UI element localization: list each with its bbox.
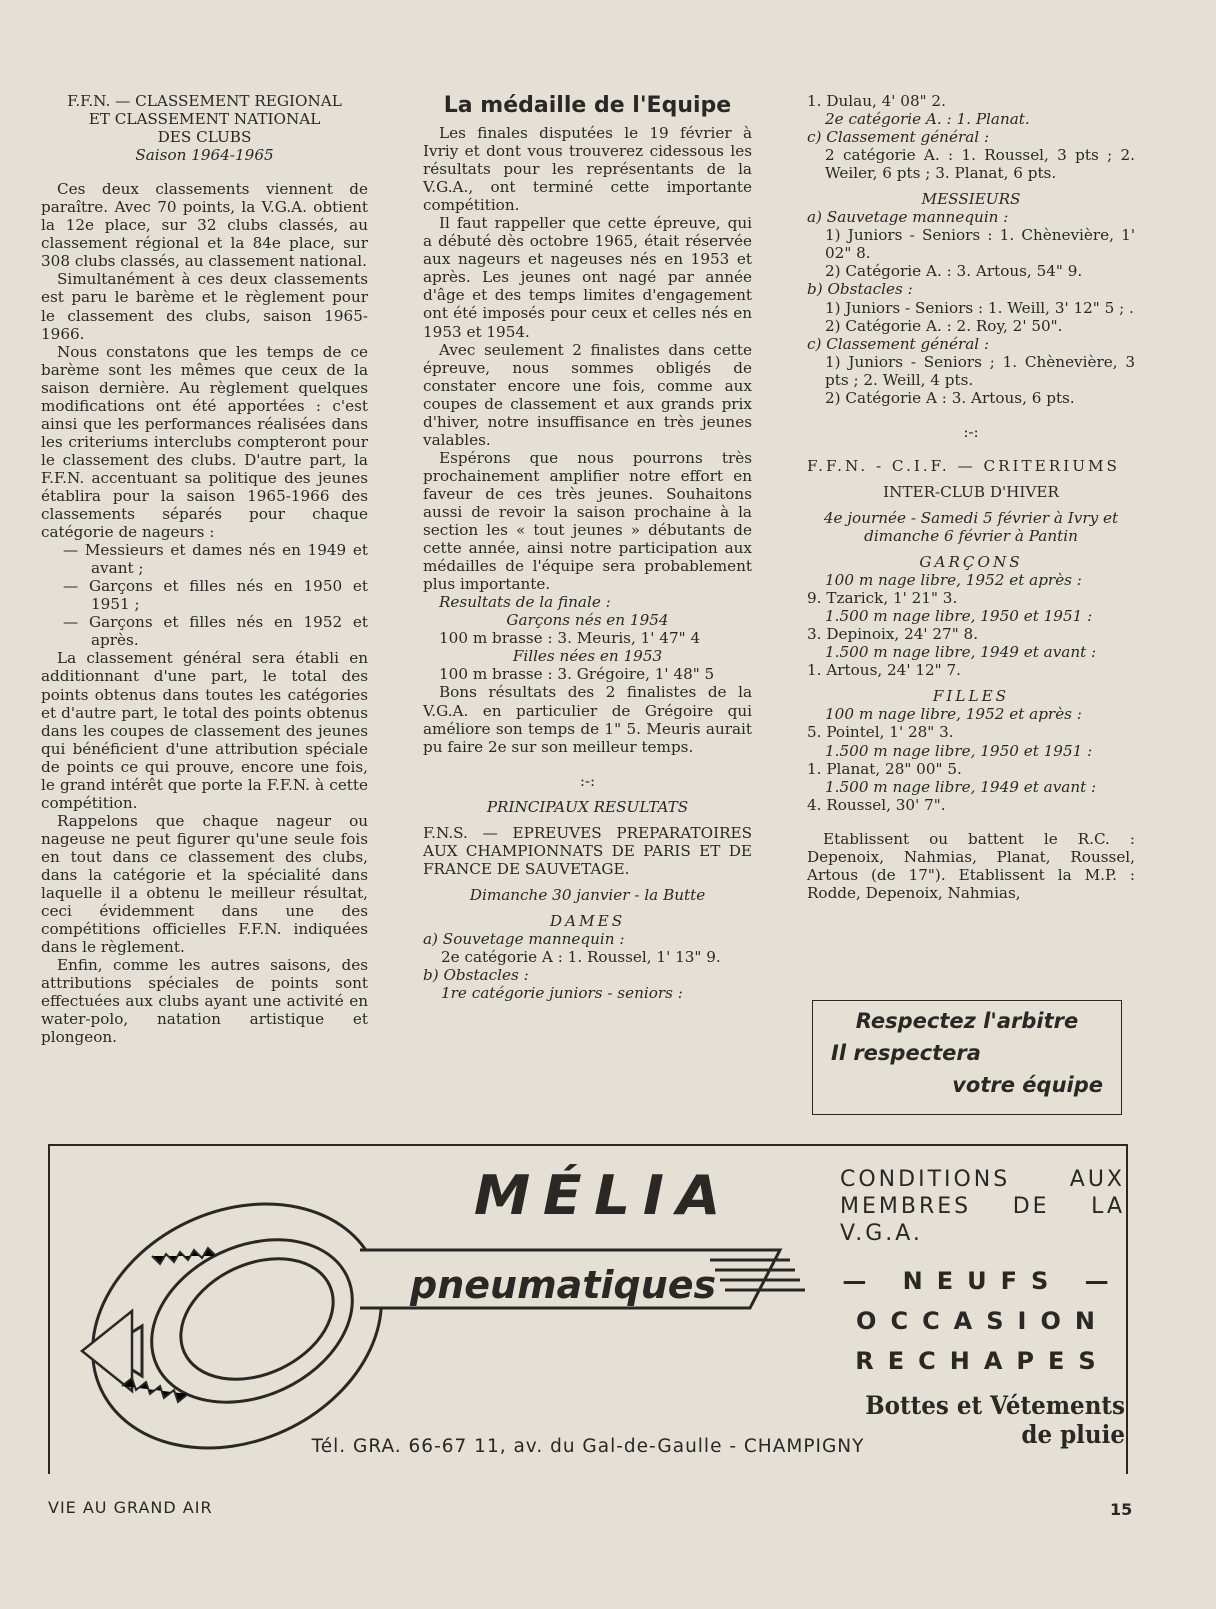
- result-line: 3. Depinoix, 24' 27" 8.: [807, 625, 979, 644]
- rain-gear: Bottes et Vétements de pluie: [865, 1391, 1125, 1449]
- result-line: a) Souvetage mannequin :: [423, 929, 625, 948]
- event-date: 4e journée - Samedi 5 février à Ivry et dimanche 6 février à Pantin: [823, 508, 1119, 545]
- event-date: Dimanche 30 janvier - la Butte: [469, 885, 706, 904]
- separator: :-:: [579, 771, 596, 790]
- result-line: 2) Catégorie A. : 2. Roy, 2' 50".: [825, 316, 1063, 335]
- results-heading: Resultats de la finale :: [439, 593, 611, 612]
- retreaded-tires: RECHAPES: [855, 1347, 1110, 1375]
- result-line: 5. Pointel, 1' 28" 3.: [807, 723, 954, 742]
- result-line: 1) Juniors - Seniors : 1. Chènevière, 1' 02" 8.: [825, 226, 1135, 263]
- result-line: 1) Juniors - Seniors ; 1. Chènevière, 3 pts ; 2. Weill, 4 pts.: [825, 352, 1135, 389]
- section-subheading: Saison 1964-1965: [135, 146, 274, 165]
- new-tires: — NEUFS —: [842, 1267, 1123, 1295]
- result-line: c) Classement général :: [807, 334, 990, 353]
- banner-line: Il respectera: [831, 1041, 981, 1065]
- paragraph: Avec seulement 2 finalistes dans cette épreuve, nous sommes obligés de constater encore une fois, comme aux coupes de classement et aux grands prix d'hiver, notre insuffisance en très jeunes valables.: [423, 340, 752, 449]
- banner-line: Respectez l'arbitre: [855, 1009, 1079, 1033]
- paragraph: Ces deux classements viennent de paraître. Avec 70 points, la V.G.A. obtient la 12e place, sur 32 clubs classés, au classement régional et la 84e place, sur 308 clubs classés, au classement national.: [41, 180, 368, 271]
- result-line: 1. Artous, 24' 12" 7.: [807, 661, 961, 680]
- paragraph: Enfin, comme les autres saisons, des attributions spéciales de points sont effectuées aux clubs ayant une activité en water-polo, natation artistique et plongeon.: [41, 956, 368, 1047]
- column-left: [41, 92, 368, 1046]
- fair-play-banner: [812, 1000, 1122, 1115]
- banner-line: votre équipe: [952, 1073, 1103, 1097]
- list-item: — Messieurs et dames nés en 1949 et avant ;: [63, 541, 368, 578]
- used-tires: OCCASION: [856, 1307, 1109, 1335]
- paragraph: Nous constatons que les temps de ce barème sont les mêmes que ceux de la saison dernière. Au règlement quelques modifications ont été apportées : c'est ainsi que les performances réalisées dans les criteriums interclubs compteront pour le classement des clubs. D'autre part, la F.F.N. accentuant sa politique des jeunes établira pour la saison 1965-1966 des classements séparés pour chaque catégorie de nageurs :: [41, 342, 368, 542]
- result-line: 1.500 m nage libre, 1949 et avant :: [825, 777, 1097, 796]
- result-line: 100 m nage libre, 1952 et après :: [825, 705, 1082, 724]
- tire-advertisement: [48, 1144, 1128, 1474]
- result-line: 1.500 m nage libre, 1949 et avant :: [825, 643, 1097, 662]
- result-line: 4. Roussel, 30' 7".: [807, 795, 946, 814]
- result-line: 1re catégorie juniors - seniors :: [441, 984, 683, 1003]
- paragraph: Simultanément à ces deux classements est paru le barème et le règlement pour le classement des clubs, saison 1965-1966.: [41, 270, 368, 343]
- column-right: [807, 92, 1135, 902]
- result-line: 9. Tzarick, 1' 21" 3.: [807, 589, 958, 608]
- paragraph: Espérons que nous pourrons très prochainement amplifier notre effort en faveur de ces très jeunes. Souhaitons aussi de revoir la saison prochaine à la section les « tout jeunes » débutants de cette année, ainsi notre participation aux médailles de l'équipe sera probablement plus importante.: [423, 448, 752, 594]
- paragraph: Bons résultats des 2 finalistes de la V.G.A. en particulier de Grégoire qui améliore son temps de 1" 5. Meuris aurait pu faire 2e sur son meilleur temps.: [423, 683, 752, 756]
- result-line: 1. Planat, 28" 00" 5.: [807, 759, 962, 778]
- result-line: b) Obstacles :: [423, 966, 529, 985]
- list-item: — Garçons et filles nés en 1950 et 1951 ;: [63, 577, 368, 614]
- membership-conditions: CONDITIONS AUX MEMBRES DE LA V.G.A.: [840, 1167, 1125, 1246]
- result-line: c) Classement général :: [807, 128, 990, 147]
- page-number: 15: [1110, 1500, 1133, 1519]
- results-category: Filles nées en 1953: [512, 647, 663, 666]
- category-heading: FILLES: [932, 687, 1010, 706]
- paragraph: Il faut rappeller que cette épreuve, qui a débuté dès octobre 1965, était réservée aux nageurs et nageuses nés en 1953 et après. Les jeunes ont nagé par année d'âge et des temps limites d'engagement ont été imposés pour ceux et celles nés en 1953 et 1954.: [423, 214, 752, 341]
- separator: :-:: [963, 422, 979, 441]
- section-heading: PRINCIPAUX RESULTATS: [486, 797, 689, 816]
- result-line: 2e catégorie A. : 1. Planat.: [825, 110, 1030, 129]
- result-line: 1. Dulau, 4' 08" 2.: [807, 92, 946, 110]
- section-heading: ET CLASSEMENT NATIONAL: [88, 110, 321, 129]
- result-line: 2) Catégorie A. : 3. Artous, 54" 9.: [825, 262, 1083, 281]
- section-heading: F.F.N. - C.I.F. — CRITERIUMS: [807, 456, 1120, 475]
- category-heading: DAMES: [549, 911, 626, 930]
- brand-logo: MÉLIA: [473, 1164, 734, 1227]
- results-category: Garçons nés en 1954: [506, 611, 669, 630]
- result-line: 1.500 m nage libre, 1950 et 1951 :: [825, 741, 1093, 760]
- paragraph: Les finales disputées le 19 février à Ivriy et dont vous trouverez cidessous les résultats pour les représentants de la V.G.A., ont terminé cette importante compétition.: [423, 124, 752, 215]
- section-heading: DES CLUBS: [157, 128, 252, 147]
- pneumatiques-banner: [350, 1238, 820, 1318]
- paragraph: Rappelons que chaque nageur ou nageuse ne peut figurer qu'une seule fois en tout dans ce classement des clubs, dans la catégorie et la spécialité dans laquelle il a obtenu le meilleur résultat, ceci évidemment dans une des compétitions officielles F.F.N. indiquées dans le règlement.: [41, 811, 368, 957]
- paragraph: Etablissent ou battent le R.C. : Depenoix, Nahmias, Planat, Roussel, Artous (de 17"). Etablissent la M.P. : Rodde, Depenoix, Nahmias,: [807, 829, 1135, 902]
- result-line: b) Obstacles :: [807, 280, 913, 299]
- paragraph: La classement général sera établi en additionnant d'une part, le total des points obtenus dans toutes les catégories et d'autre part, le total des points obtenus dans les coupes de classement des jeunes qui bénéficient d'une attribution spéciale de points ce qui prouve, encore une fois, le grand intérêt que porte la F.F.N. à cette compétition.: [41, 649, 368, 812]
- result-line: 100 m brasse : 3. Grégoire, 1' 48" 5: [439, 665, 715, 684]
- result-line: 2e catégorie A : 1. Roussel, 1' 13" 9.: [441, 948, 721, 967]
- tire-icon: [62, 1186, 402, 1456]
- result-line: 1) Juniors - Seniors : 1. Weill, 3' 12" 5 ; .: [825, 298, 1134, 317]
- ad-details: [840, 1166, 1125, 1449]
- section-heading: INTER-CLUB D'HIVER: [883, 482, 1059, 501]
- magazine-name: VIE AU GRAND AIR: [48, 1498, 213, 1517]
- tagline-text: pneumatiques: [410, 1263, 717, 1307]
- result-line: 1.500 m nage libre, 1950 et 1951 :: [825, 607, 1093, 626]
- result-line: 100 m brasse : 3. Meuris, 1' 47" 4: [439, 629, 701, 648]
- result-line: 100 m nage libre, 1952 et après :: [825, 571, 1082, 590]
- result-line: 2 catégorie A. : 1. Roussel, 3 pts ; 2. Weiler, 6 pts ; 3. Planat, 6 pts.: [825, 146, 1135, 183]
- article-title: La médaille de l'Equipe: [443, 93, 732, 118]
- result-line: 2) Catégorie A : 3. Artous, 6 pts.: [825, 388, 1075, 407]
- result-line: a) Sauvetage mannequin :: [807, 208, 1009, 227]
- section-heading: F.F.N. — CLASSEMENT REGIONAL: [67, 92, 342, 110]
- category-heading: GARÇONS: [919, 553, 1023, 572]
- ad-contact: Tél. GRA. 66-67 11, av. du Gal-de-Gaulle - CHAMPIGNY: [311, 1436, 865, 1457]
- list-item: — Garçons et filles nés en 1952 et après.: [63, 613, 368, 650]
- category-heading: MESSIEURS: [921, 190, 1021, 209]
- column-middle: [423, 92, 752, 1002]
- section-heading: F.N.S. — EPREUVES PREPARATOIRES AUX CHAMPIONNATS DE PARIS ET DE FRANCE DE SAUVETAGE.: [423, 823, 752, 878]
